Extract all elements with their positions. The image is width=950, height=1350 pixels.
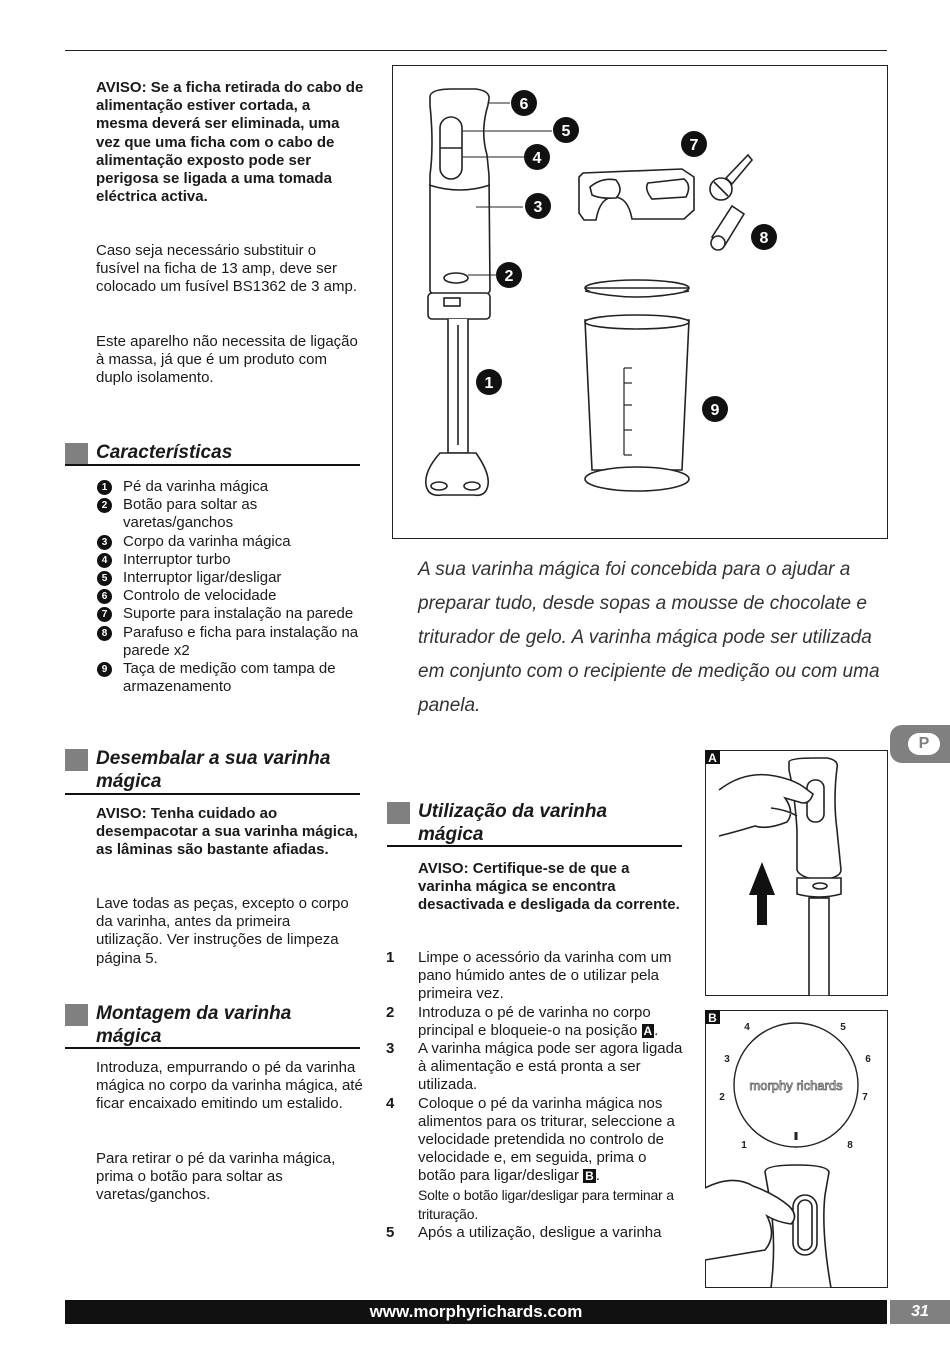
heading-rule bbox=[65, 464, 360, 466]
list-item bbox=[386, 1040, 686, 1095]
item-number: 2 bbox=[97, 498, 112, 513]
heading-rule bbox=[65, 1047, 360, 1049]
footer-bar bbox=[65, 1300, 887, 1324]
unpack-heading bbox=[65, 747, 360, 795]
product-diagram bbox=[392, 65, 888, 539]
label-8: 8 bbox=[759, 230, 769, 247]
step-number: 1 bbox=[386, 949, 395, 966]
heading-square bbox=[387, 802, 410, 824]
figure-b bbox=[705, 1010, 888, 1288]
item-number: 5 bbox=[97, 571, 112, 586]
list-item bbox=[97, 478, 362, 496]
step-text: Após a utilização, desligue a varinha bbox=[418, 1224, 662, 1242]
list-item bbox=[97, 587, 362, 605]
item-text: Interruptor turbo bbox=[123, 550, 231, 568]
label-1: 1 bbox=[484, 375, 494, 392]
heading-square bbox=[65, 749, 88, 771]
label-5: 5 bbox=[561, 123, 571, 140]
dial-mark: 4 bbox=[744, 1022, 750, 1033]
list-item bbox=[97, 496, 362, 532]
dial-mark: 3 bbox=[724, 1054, 730, 1065]
item-text: Corpo da varinha mágica bbox=[123, 532, 291, 550]
item-text: Suporte para instalação na parede bbox=[123, 605, 354, 623]
label-4: 4 bbox=[532, 150, 542, 167]
fuse-text: Caso seja necessário substituir o fusível na ficha de 13 amp, deve ser colocado um fusível BS1362 de 3 amp. bbox=[96, 242, 357, 296]
language-tab-label: P bbox=[908, 733, 940, 755]
assembly-title: Montagem da varinha mágica bbox=[96, 1003, 292, 1047]
features-heading bbox=[65, 441, 360, 467]
step-text: Coloque o pé da varinha mágica nos alimentos para os triturar, seleccione a velocidade pretendida no controlo de velocidade e, em seguida, prima o botão para ligar/desligar bbox=[418, 1094, 675, 1185]
figure-a-label: A bbox=[708, 751, 717, 765]
item-number: 7 bbox=[97, 607, 112, 622]
usage-steps bbox=[386, 949, 686, 1242]
dial-mark: 8 bbox=[847, 1140, 853, 1151]
step-note: Solte o botão ligar/desligar para terminar a trituração. bbox=[418, 1186, 674, 1222]
list-item bbox=[97, 605, 362, 623]
dial-mark: 5 bbox=[840, 1022, 846, 1033]
step-text: Limpe o acessório da varinha com um pano húmido antes de o utilizar pela primeira vez. bbox=[418, 949, 672, 1003]
item-number: 9 bbox=[97, 662, 112, 677]
step-text: Introduza o pé de varinha no corpo principal e bloqueie-o na posição bbox=[418, 1003, 651, 1039]
heading-rule bbox=[387, 845, 682, 847]
list-item: 2 Introduza o pé de varinha no corpo principal e bloqueie-o na posição A . bbox=[386, 1003, 659, 1039]
intro-text: A sua varinha mágica foi concebida para o ajudar a preparar tudo, desde sopas a mousse de chocolate e triturador de gelo. A varinha mágica pode ser utilizada em conjunto com o recipiente de medição ou com uma panela. bbox=[418, 559, 880, 716]
list-item: 4 Coloque o pé da varinha mágica nos alimentos para os triturar, seleccione a velocidade pretendida no controlo de velocidade e, em seguida, prima o botão para ligar/desligar B . Solte o botão ligar/desligar para terminar a trituração. bbox=[386, 1094, 675, 1222]
step-number: 4 bbox=[386, 1094, 395, 1112]
item-number: 3 bbox=[97, 535, 112, 550]
heading-square bbox=[65, 443, 88, 465]
step-number: 5 bbox=[386, 1224, 395, 1242]
dial-mark: 7 bbox=[862, 1092, 868, 1103]
item-number: 1 bbox=[97, 480, 112, 495]
usage-heading bbox=[387, 800, 682, 848]
label-2: 2 bbox=[504, 268, 514, 285]
figure-b-label: B bbox=[708, 1011, 717, 1025]
language-tab bbox=[890, 725, 950, 763]
list-item bbox=[97, 660, 362, 696]
assembly-text-1: Introduza, empurrando o pé da varinha mágica no corpo da varinha mágica, até ficar encaixado emitindo um estalido. bbox=[96, 1059, 363, 1113]
heading-square bbox=[65, 1004, 88, 1026]
heading-rule bbox=[65, 793, 360, 795]
item-number: 6 bbox=[97, 589, 112, 604]
list-item bbox=[97, 624, 362, 660]
earth-text: Este aparelho não necessita de ligação à massa, já que é um produto com duplo isolamento. bbox=[96, 333, 358, 387]
label-9: 9 bbox=[710, 402, 720, 419]
footer-url: www.morphyrichards.com bbox=[369, 1302, 583, 1321]
step-number: 3 bbox=[386, 1040, 395, 1058]
brand-logo: morphy richards bbox=[749, 1078, 843, 1093]
dial-mark: 6 bbox=[865, 1054, 871, 1065]
list-item bbox=[97, 533, 362, 551]
usage-warning: AVISO: Certifique-se de que a varinha mágica se encontra desactivada e desligada da corrente. bbox=[418, 860, 680, 914]
label-6: 6 bbox=[519, 96, 529, 113]
usage-title: Utilização da varinha mágica bbox=[418, 801, 608, 845]
up-arrow-icon bbox=[749, 862, 775, 925]
features-title: Características bbox=[96, 442, 233, 463]
assembly-heading bbox=[65, 1002, 360, 1050]
item-text: Controlo de velocidade bbox=[123, 587, 277, 605]
page-number: 31 bbox=[890, 1300, 950, 1324]
item-number: 8 bbox=[97, 626, 112, 641]
features-list bbox=[97, 478, 362, 696]
unpack-title: Desembalar a sua varinha mágica bbox=[96, 748, 331, 792]
unpack-warning: AVISO: Tenha cuidado ao desempacotar a sua varinha mágica, as lâminas são bastante afiadas. bbox=[96, 805, 358, 859]
item-text: Interruptor ligar/desligar bbox=[123, 569, 282, 587]
item-text: Pé da varinha mágica bbox=[123, 478, 269, 495]
list-item bbox=[386, 1224, 686, 1242]
assembly-text-2: Para retirar o pé da varinha mágica, prima o botão para soltar as varetas/ganchos. bbox=[96, 1150, 336, 1204]
step-number: 2 bbox=[386, 1003, 395, 1021]
item-text: Botão para soltar as varetas/ganchos bbox=[123, 496, 258, 532]
unpack-text: Lave todas as peças, excepto o corpo da varinha, antes da primeira utilização. Ver instruções de limpeza página 5. bbox=[96, 895, 349, 967]
figure-a bbox=[705, 750, 888, 996]
label-7: 7 bbox=[689, 137, 699, 154]
dial-mark: 2 bbox=[719, 1092, 725, 1103]
dial-mark: 1 bbox=[741, 1140, 747, 1151]
figure-ref-a: A bbox=[643, 1023, 653, 1038]
step-text: A varinha mágica pode ser agora ligada à alimentação e está pronta a ser utilizada. bbox=[418, 1040, 683, 1094]
list-item bbox=[386, 949, 686, 1004]
figure-ref-b: B bbox=[585, 1169, 594, 1184]
label-3: 3 bbox=[533, 199, 543, 216]
top-rule bbox=[65, 50, 887, 51]
item-text: Taça de medição com tampa de armazenamento bbox=[123, 660, 336, 696]
plug-warning: AVISO: Se a ficha retirada do cabo de alimentação estiver cortada, a mesma deverá ser eliminada, uma vez que uma ficha com o cabo de alimentação exposto pode ser perigosa se ligada a uma tomada eléctrica activa. bbox=[96, 79, 364, 206]
item-text: Parafuso e ficha para instalação na parede x2 bbox=[123, 623, 359, 659]
list-item bbox=[97, 569, 362, 587]
list-item bbox=[97, 551, 362, 569]
item-number: 4 bbox=[97, 553, 112, 568]
